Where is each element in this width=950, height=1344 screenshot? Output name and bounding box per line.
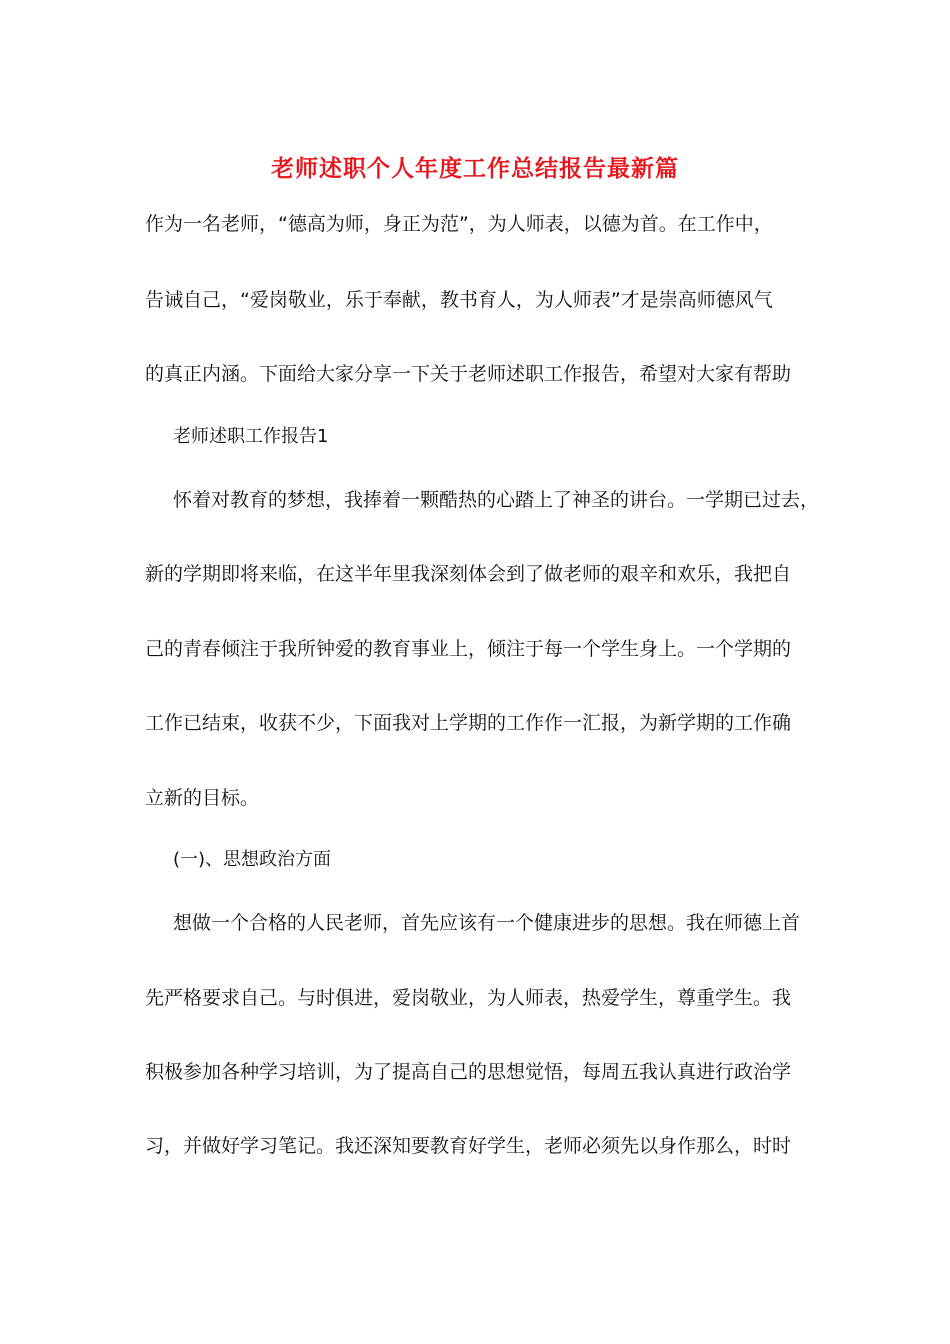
paragraph-line: 新的学期即将来临，在这半年里我深刻体会到了做老师的艰辛和欢乐，我把自 (145, 563, 792, 585)
paragraph-line: 先严格要求自己。与时俱进，爱岗敬业，为人师表，热爱学生，尊重学生。我 (145, 987, 792, 1009)
document-title: 老师述职个人年度工作总结报告最新篇 (271, 155, 679, 182)
paragraph-line: 想做一个合格的人民老师，首先应该有一个健康进步的思想。我在师德上首 (173, 912, 801, 934)
paragraph-line: 告诫自己，“爱岗敬业，乐于奉献，教书育人，为人师表”才是崇高师德风气 (145, 289, 773, 311)
paragraph-line: 积极参加各种学习培训，为了提高自己的思想觉悟，每周五我认真进行政治学 (145, 1061, 792, 1083)
paragraph-line: 工作已结束，收获不少，下面我对上学期的工作作一汇报，为新学期的工作确 (145, 712, 792, 734)
paragraph-line: 己的青春倾注于我所钟爱的教育事业上，倾注于每一个学生身上。一个学期的 (145, 638, 792, 660)
paragraph-line: 立新的目标。 (145, 787, 260, 809)
paragraph-line: 的真正内涵。下面给大家分享一下关于老师述职工作报告，希望对大家有帮助 (145, 363, 792, 385)
paragraph-line: 作为一名老师，“德高为师，身正为范”，为人师表，以德为首。在工作中， (145, 213, 773, 235)
paragraph-line: 怀着对教育的梦想，我捧着一颗酷热的心踏上了神圣的讲台。一学期已过去， (173, 489, 820, 511)
section-heading: 老师述职工作报告1 (173, 426, 329, 447)
paragraph-line: 习，并做好学习笔记。我还深知要教育好学生，老师必须先以身作那么，时时 (145, 1135, 792, 1157)
section-heading: (一)、思想政治方面 (173, 849, 332, 870)
